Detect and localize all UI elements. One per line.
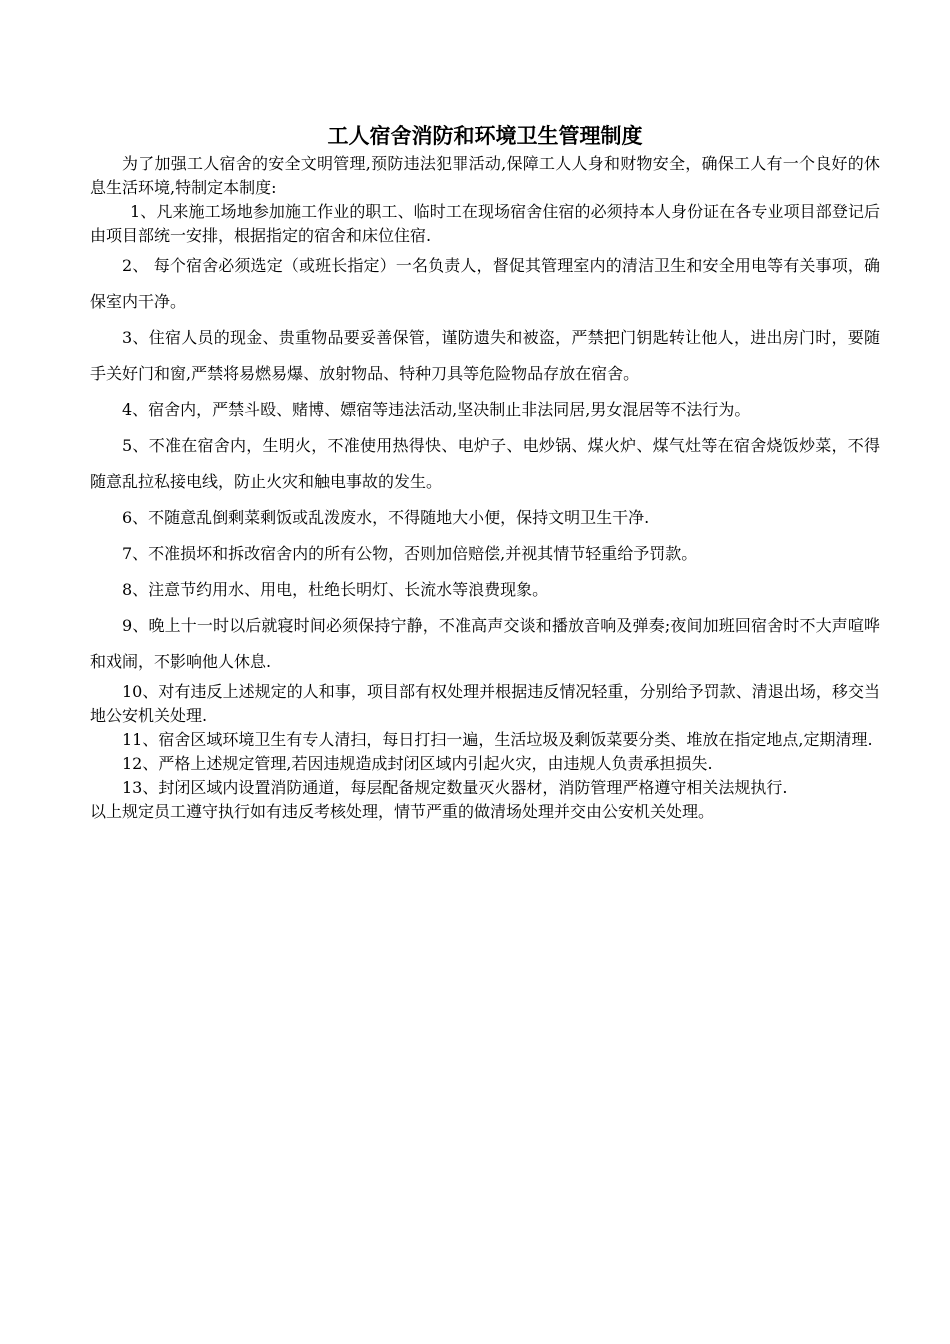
rule-8: 8、注意节约用水、用电，杜绝长明灯、长流水等浪费现象。	[122, 580, 549, 599]
rule-9: 9、晚上十一时以后就寝时间必须保持宁静，不准高声交谈和播放音响及弹奏;夜间加班回宿舍时不大声喧哗和戏闹，不影响他人休息.	[90, 616, 880, 671]
rule-1: 1、凡来施工场地参加施工作业的职工、临时工在现场宿舍住宿的必须持本人身份证在各专业项目部登记后由项目部统一安排，根据指定的宿舍和床位住宿.	[90, 202, 880, 245]
rule-2: 2、 每个宿舍必须选定（或班长指定）一名负责人，督促其管理室内的清洁卫生和安全用电等有关事项，确保室内干净。	[90, 256, 880, 311]
rule-11: 11、宿舍区域环境卫生有专人清扫，每日打扫一遍，生活垃圾及剩饭菜要分类、堆放在指定地点,定期清理.	[122, 730, 873, 749]
rule-4: 4、宿舍内，严禁斗殴、赌博、嫖宿等违法活动,坚决制止非法同居,男女混居等不法行为。	[122, 400, 751, 419]
closing-statement: 以上规定员工遵守执行如有违反考核处理，情节严重的做清场处理并交由公安机关处理。	[90, 802, 715, 821]
rule-13: 13、封闭区域内设置消防通道，每层配备规定数量灭火器材，消防管理严格遵守相关法规执行.	[122, 778, 788, 797]
rule-5: 5、不准在宿舍内，生明火，不准使用热得快、电炉子、电炒锅、煤火炉、煤气灶等在宿舍烧饭炒菜，不得随意乱拉私接电线，防止火灾和触电事故的发生。	[90, 436, 880, 491]
rule-7: 7、不准损坏和拆改宿舍内的所有公物，否则加倍赔偿,并视其情节轻重给予罚款。	[122, 544, 698, 563]
rule-10: 10、对有违反上述规定的人和事，项目部有权处理并根据违反情况轻重，分别给予罚款、清退出场，移交当地公安机关处理.	[90, 682, 880, 725]
document-title: 工人宿舍消防和环境卫生管理制度	[327, 124, 643, 148]
document-page	[90, 118, 880, 824]
rule-12: 12、严格上述规定管理,若因违规造成封闭区域内引起火灾，由违规人负责承担损失.	[122, 754, 713, 773]
intro-paragraph: 为了加强工人宿舍的安全文明管理,预防违法犯罪活动,保障工人人身和财物安全，确保工人有一个良好的休息生活环境,特制定本制度:	[90, 154, 880, 197]
rule-6: 6、不随意乱倒剩菜剩饭或乱泼废水，不得随地大小便，保持文明卫生干净.	[122, 508, 650, 527]
rule-3: 3、住宿人员的现金、贵重物品要妥善保管，谨防遗失和被盗，严禁把门钥匙转让他人，进出房门时，要随手关好门和窗,严禁将易燃易爆、放射物品、特种刀具等危险物品存放在宿舍。	[90, 328, 880, 383]
